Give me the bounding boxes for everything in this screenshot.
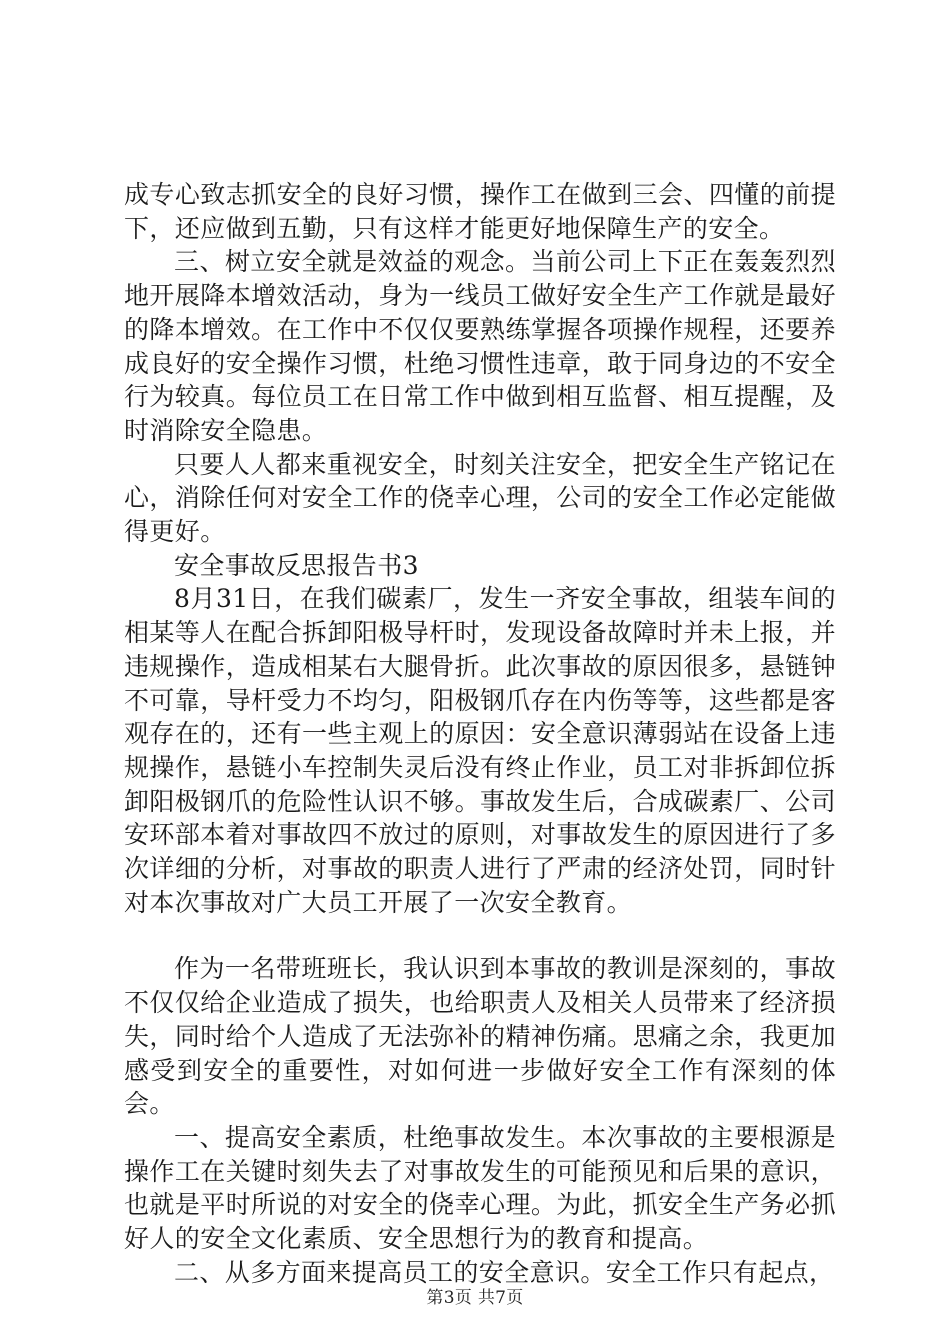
page-footer: 第3页 共7页 — [426, 1288, 524, 1308]
paragraph-incident: 8月31日，在我们碳素厂，发生一齐安全事故，组装车间的相某等人在配合拆卸阳极导杆时，发现设备故障时并未上报，并违规操作，造成相某右大腿骨折。此次事故的原因很多，悬链钟不可靠，导杆受力不均匀，阳极钢爪存在内伤等等，这些都是客观存在的，还有一些主观上的原因：安全意识薄弱站在设备上违规操作，悬链小车控制失灵后没有终止作业，员工对非拆卸位拆卸阳极钢爪的危险性认识不够。事故发生后，合成碳素厂、公司安环部本着对事故四不放过的原则，对事故发生的原因进行了多次详细的分析，对事故的职责人进行了严肃的经济处罚，同时针对本次事故对广大员工开展了一次安全教育。 — [124, 584, 836, 917]
paragraph-continuation: 成专心致志抓安全的良好习惯，操作工在做到三会、四懂的前提下，还应做到五勤，只有这样才能更好地保障生产的安全。 — [124, 180, 836, 243]
paragraph-section-three: 三、树立安全就是效益的观念。当前公司上下正在轰轰烈烈地开展降本增效活动，身为一线员工做好安全生产工作就是最好的降本增效。在工作中不仅仅要熟练掌握各项操作规程，还要养成良好的安全操作习惯，杜绝习惯性违章，敢于同身边的不安全行为较真。每位员工在日常工作中做到相互监督、相互提醒，及时消除安全隐患。 — [124, 247, 836, 445]
paragraph-gap — [124, 919, 836, 952]
body-text — [124, 178, 836, 1290]
paragraph-reflection: 作为一名带班班长，我认识到本事故的教训是深刻的，事故不仅仅给企业造成了损失，也给职责人及相关人员带来了经济损失，同时给个人造成了无法弥补的精神伤痛。思痛之余，我更加感受到安全的重要性，对如何进一步做好安全工作有深刻的体会。 — [124, 954, 836, 1119]
paragraph-conclusion: 只要人人都来重视安全，时刻关注安全，把安全生产铭记在心，消除任何对安全工作的侥幸心理，公司的安全工作必定能做得更好。 — [124, 449, 836, 547]
report-heading: 安全事故反思报告书3 — [174, 550, 419, 580]
paragraph-point-one: 一、提高安全素质，杜绝事故发生。本次事故的主要根源是操作工在关键时刻失去了对事故发生的可能预见和后果的意识，也就是平时所说的对安全的侥幸心理。为此，抓安全生产务必抓好人的安全文化素质、安全思想行为的教育和提高。 — [124, 1122, 836, 1254]
paragraph-point-two: 二、从多方面来提高员工的安全意识。安全工作只有起点， — [174, 1257, 835, 1287]
